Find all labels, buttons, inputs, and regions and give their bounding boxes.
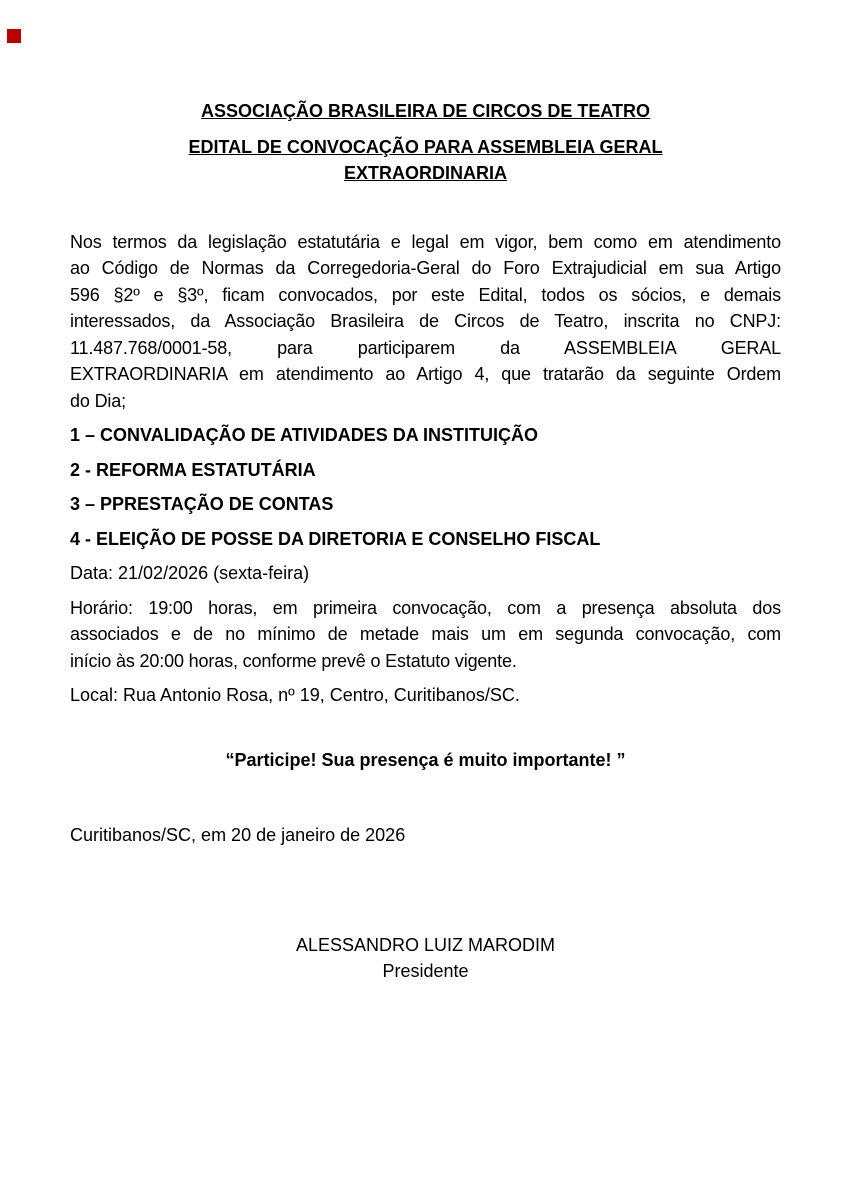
agenda-item-1: 1 – CONVALIDAÇÃO DE ATIVIDADES DA INSTITUIÇÃO <box>70 425 539 445</box>
intro-line: do Dia; <box>70 390 126 411</box>
subtitle-line-2 <box>70 160 781 187</box>
intro-line: Nos termos da legislação estatutária e legal em vigor, bem como em atendimento <box>70 231 781 252</box>
red-square-marker <box>7 29 21 43</box>
subtitle-line-1 <box>70 134 781 161</box>
intro-paragraph <box>70 229 781 415</box>
agenda-item-4: 4 - ELEIÇÃO DE POSSE DA DIRETORIA E CONSELHO FISCAL <box>70 528 601 549</box>
city-date-line: Curitibanos/SC, em 20 de janeiro de 2026 <box>70 825 406 845</box>
edital-document <box>70 0 781 985</box>
schedule-paragraph <box>70 595 781 675</box>
schedule-line: Horário: 19:00 horas, em primeira convocação, com a presença absoluta dos <box>70 597 781 618</box>
date-line: Data: 21/02/2026 (sexta-feira) <box>70 563 310 583</box>
subtitle-line-2-text: EXTRAORDINARIA <box>343 163 507 183</box>
subtitle-line-1-text: EDITAL DE CONVOCAÇÃO PARA ASSEMBLEIA GERAL <box>188 136 663 157</box>
intro-line: ao Código de Normas da Corregedoria-Geral do Foro Extrajudicial em sua Artigo <box>70 258 781 278</box>
intro-line: 596 §2º e §3º, ficam convocados, por este Edital, todos os sócios, e demais <box>70 284 781 305</box>
signature-role: Presidente <box>382 961 469 981</box>
signature-name: ALESSANDRO LUIZ MARODIM <box>295 934 556 955</box>
schedule-line: início às 20:00 horas, conforme prevê o Estatuto vigente. <box>70 650 517 671</box>
agenda-item-2: 2 - REFORMA ESTATUTÁRIA <box>70 459 316 480</box>
intro-line: interessados, da Associação Brasileira de Circos de Teatro, inscrita no CNPJ: <box>70 311 781 331</box>
intro-line: 11.487.768/0001-58, para participarem da ASSEMBLEIA GERAL <box>70 337 781 358</box>
document-subtitle <box>70 134 781 187</box>
quote-line: “Participe! Sua presença é muito importante! ” <box>225 749 626 770</box>
agenda-item-3: 3 – PPRESTAÇÃO DE CONTAS <box>70 494 334 514</box>
intro-line: EXTRAORDINARIA em atendimento ao Artigo 4, que tratarão da seguinte Ordem <box>70 364 781 384</box>
document-title-text: ASSOCIAÇÃO BRASILEIRA DE CIRCOS DE TEATRO <box>200 101 651 121</box>
schedule-line: associados e de no mínimo de metade mais um em segunda convocação, com <box>70 624 781 644</box>
location-line: Local: Rua Antonio Rosa, nº 19, Centro, Curitibanos/SC. <box>70 685 520 705</box>
signature-block <box>70 932 781 985</box>
document-title <box>70 98 781 125</box>
